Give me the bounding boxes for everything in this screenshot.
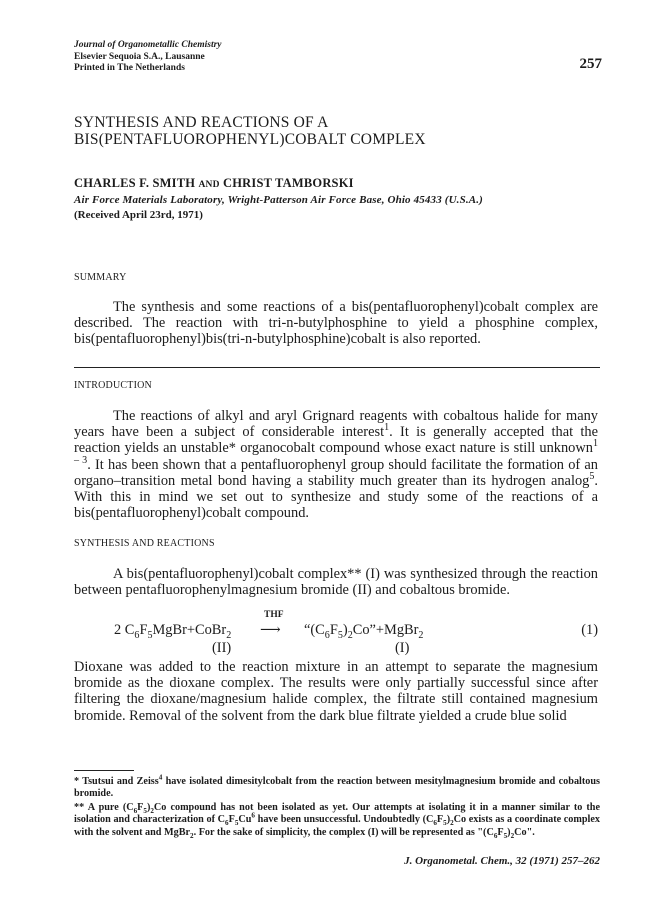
footnote-2-sub: 6 xyxy=(493,831,498,840)
footnote-1-ref: 4 xyxy=(158,773,163,782)
intro-ref-1: 1 xyxy=(384,422,390,434)
summary-text xyxy=(74,299,598,348)
equation-label-reactant: (II) xyxy=(212,640,232,656)
affiliation: Air Force Materials Laboratory, Wright-Patterson Air Force Base, Ohio 45433 (U.S.A.) xyxy=(74,194,483,206)
footnote-2-text-m: ) xyxy=(507,826,511,838)
intro-text-1: The reactions of alkyl and aryl Grignard reagents with cobaltous halide for many years have been a subject of considerable interest xyxy=(74,408,598,441)
footnote-2-sub: 5 xyxy=(234,819,239,828)
footnote-2-text-d: Co compound has not been isolated as yet. Our attempts at isolating it in a manner similar to the isolation and characterization of C xyxy=(74,801,600,826)
footnote-2-text-k: . For the sake of simplicity, the complex (I) will be represented as "(C xyxy=(193,826,494,838)
section-divider xyxy=(74,367,600,368)
introduction-heading: INTRODUCTION xyxy=(74,380,152,391)
footnote-2-text-c: ) xyxy=(146,801,151,813)
printed-in: Printed in The Netherlands xyxy=(74,63,185,73)
footnote-2-ref: 6 xyxy=(251,811,255,820)
article-title xyxy=(74,114,594,148)
footnote-2-sub: 2 xyxy=(190,831,194,840)
intro-text-4: . With this in mind we set out to synthesize and study some of the reactions of a bis(pentafluorophenyl)cobalt compound. xyxy=(74,472,598,522)
synthesis-paragraph-2: Dioxane was added to the reaction mixture in an attempt to separate the magnesium bromide as the dioxane complex. The results were only partially successful since after filtering the dioxane/magnesium halide complex, the filtrate still contained magnesium bromide. Removal of the solvent from the dark blue filtrate yielded a crude blue solid xyxy=(74,659,598,724)
synthesis-text-2 xyxy=(74,659,598,724)
received-date: (Received April 23rd, 1971) xyxy=(74,209,203,221)
page-number: 257 xyxy=(579,56,602,72)
footnote-2-sub: 2 xyxy=(150,806,154,815)
title-line-1: SYNTHESIS AND REACTIONS OF A xyxy=(74,114,329,131)
equation-products: “$(C_6F_5)_2Co”+MgBr_2$ xyxy=(304,622,424,641)
footnote-2-text-f: Cu xyxy=(238,814,252,826)
footnote-1-text: * Tsutsui and Zeiss xyxy=(74,776,159,787)
synthesis-text-1 xyxy=(74,566,598,598)
footnote-2-sub: 5 xyxy=(503,831,508,840)
synthesis-paragraph-1: A bis(pentafluorophenyl)cobalt complex** (I) was synthesized through the reaction between pentafluorophenylmagnesium bromide (II) and cobaltous bromide. xyxy=(74,566,598,599)
journal-name: Journal of Organometallic Chemistry xyxy=(74,40,222,50)
synthesis-heading: SYNTHESIS AND REACTIONS xyxy=(74,538,215,549)
intro-text-3: . It has been shown that a pentafluorophenyl group should facilitate the formation of an organo–transition metal bond having a stability much greater than its hydrogen analog xyxy=(74,456,598,489)
footnote-2-text-h: F xyxy=(436,814,444,826)
equation-reactants: 2 $C_6F_5MgBr+CoBr_2$ xyxy=(114,622,232,641)
equation-number: (1) xyxy=(581,622,598,638)
journal-citation: J. Organometal. Chem., 32 (1971) 257–262 xyxy=(404,855,600,867)
introduction-text xyxy=(74,408,598,521)
intro-text-2: . It is generally accepted that the reaction yields an unstable* organocobalt compound whose exact nature is still unknown xyxy=(74,424,598,457)
footnote-2-text-e: F xyxy=(228,814,235,826)
footnote-2-text-j: Co exists as a coordinate complex with the solvent and MgBr xyxy=(74,814,600,838)
footnote-2 xyxy=(74,802,600,839)
footnote-2-text-b: F xyxy=(137,801,144,813)
author-2: CHRIST TAMBORSKI xyxy=(223,176,354,190)
journal-header xyxy=(74,40,222,75)
footnote-2-text-i: ) xyxy=(446,814,451,826)
author-and: AND xyxy=(198,180,220,190)
footnote-2-sub: 6 xyxy=(133,806,138,815)
reaction-arrow-icon: ⟶ xyxy=(260,622,281,638)
summary-heading: SUMMARY xyxy=(74,272,127,283)
footnote-2-text-n: Co". xyxy=(514,826,535,838)
footnote-divider xyxy=(74,770,134,771)
author-1: CHARLES F. SMITH xyxy=(74,176,196,190)
footnote-1-text-2: have isolated dimesitylcobalt from the reaction between mesitylmagnesium bromide and cobaltous bromide. xyxy=(74,776,600,800)
footnotes xyxy=(74,773,600,840)
equation-solvent-label: THF xyxy=(264,610,284,620)
publisher: Elsevier Sequoia S.A., Lausanne xyxy=(74,51,205,62)
footnote-2-text-a: ** A pure (C xyxy=(74,801,134,813)
title-line-2: BIS(PENTAFLUOROPHENYL)COBALT COMPLEX xyxy=(74,131,426,148)
footnote-2-sub: 2 xyxy=(510,831,515,840)
footnote-2-sub: 5 xyxy=(443,819,447,828)
introduction-paragraph xyxy=(74,408,598,521)
footnote-1 xyxy=(74,773,600,801)
footnote-2-text-l: F xyxy=(497,826,504,838)
intro-ref-3: 5 xyxy=(589,471,595,483)
equation-label-product: (I) xyxy=(395,640,410,656)
footnote-2-sub: 5 xyxy=(143,806,147,815)
equation-1 xyxy=(74,610,598,656)
intro-ref-2: 1 – 3 xyxy=(74,438,598,466)
footnote-2-sub: 2 xyxy=(450,819,454,828)
footnote-2-sub: 6 xyxy=(433,819,437,828)
footnote-2-sub: 6 xyxy=(225,819,229,828)
footnote-2-text-g: have been unsuccessful. Undoubtedly (C xyxy=(254,814,434,826)
authors xyxy=(74,176,354,191)
summary-paragraph: The synthesis and some reactions of a bis(pentafluorophenyl)cobalt complex are described. The reaction with tri-n-butylphosphine to yield a phosphine complex, bis(pentafluorophenyl)bis(tri-n-butylphosphine)cobalt is also reported. xyxy=(74,299,598,348)
